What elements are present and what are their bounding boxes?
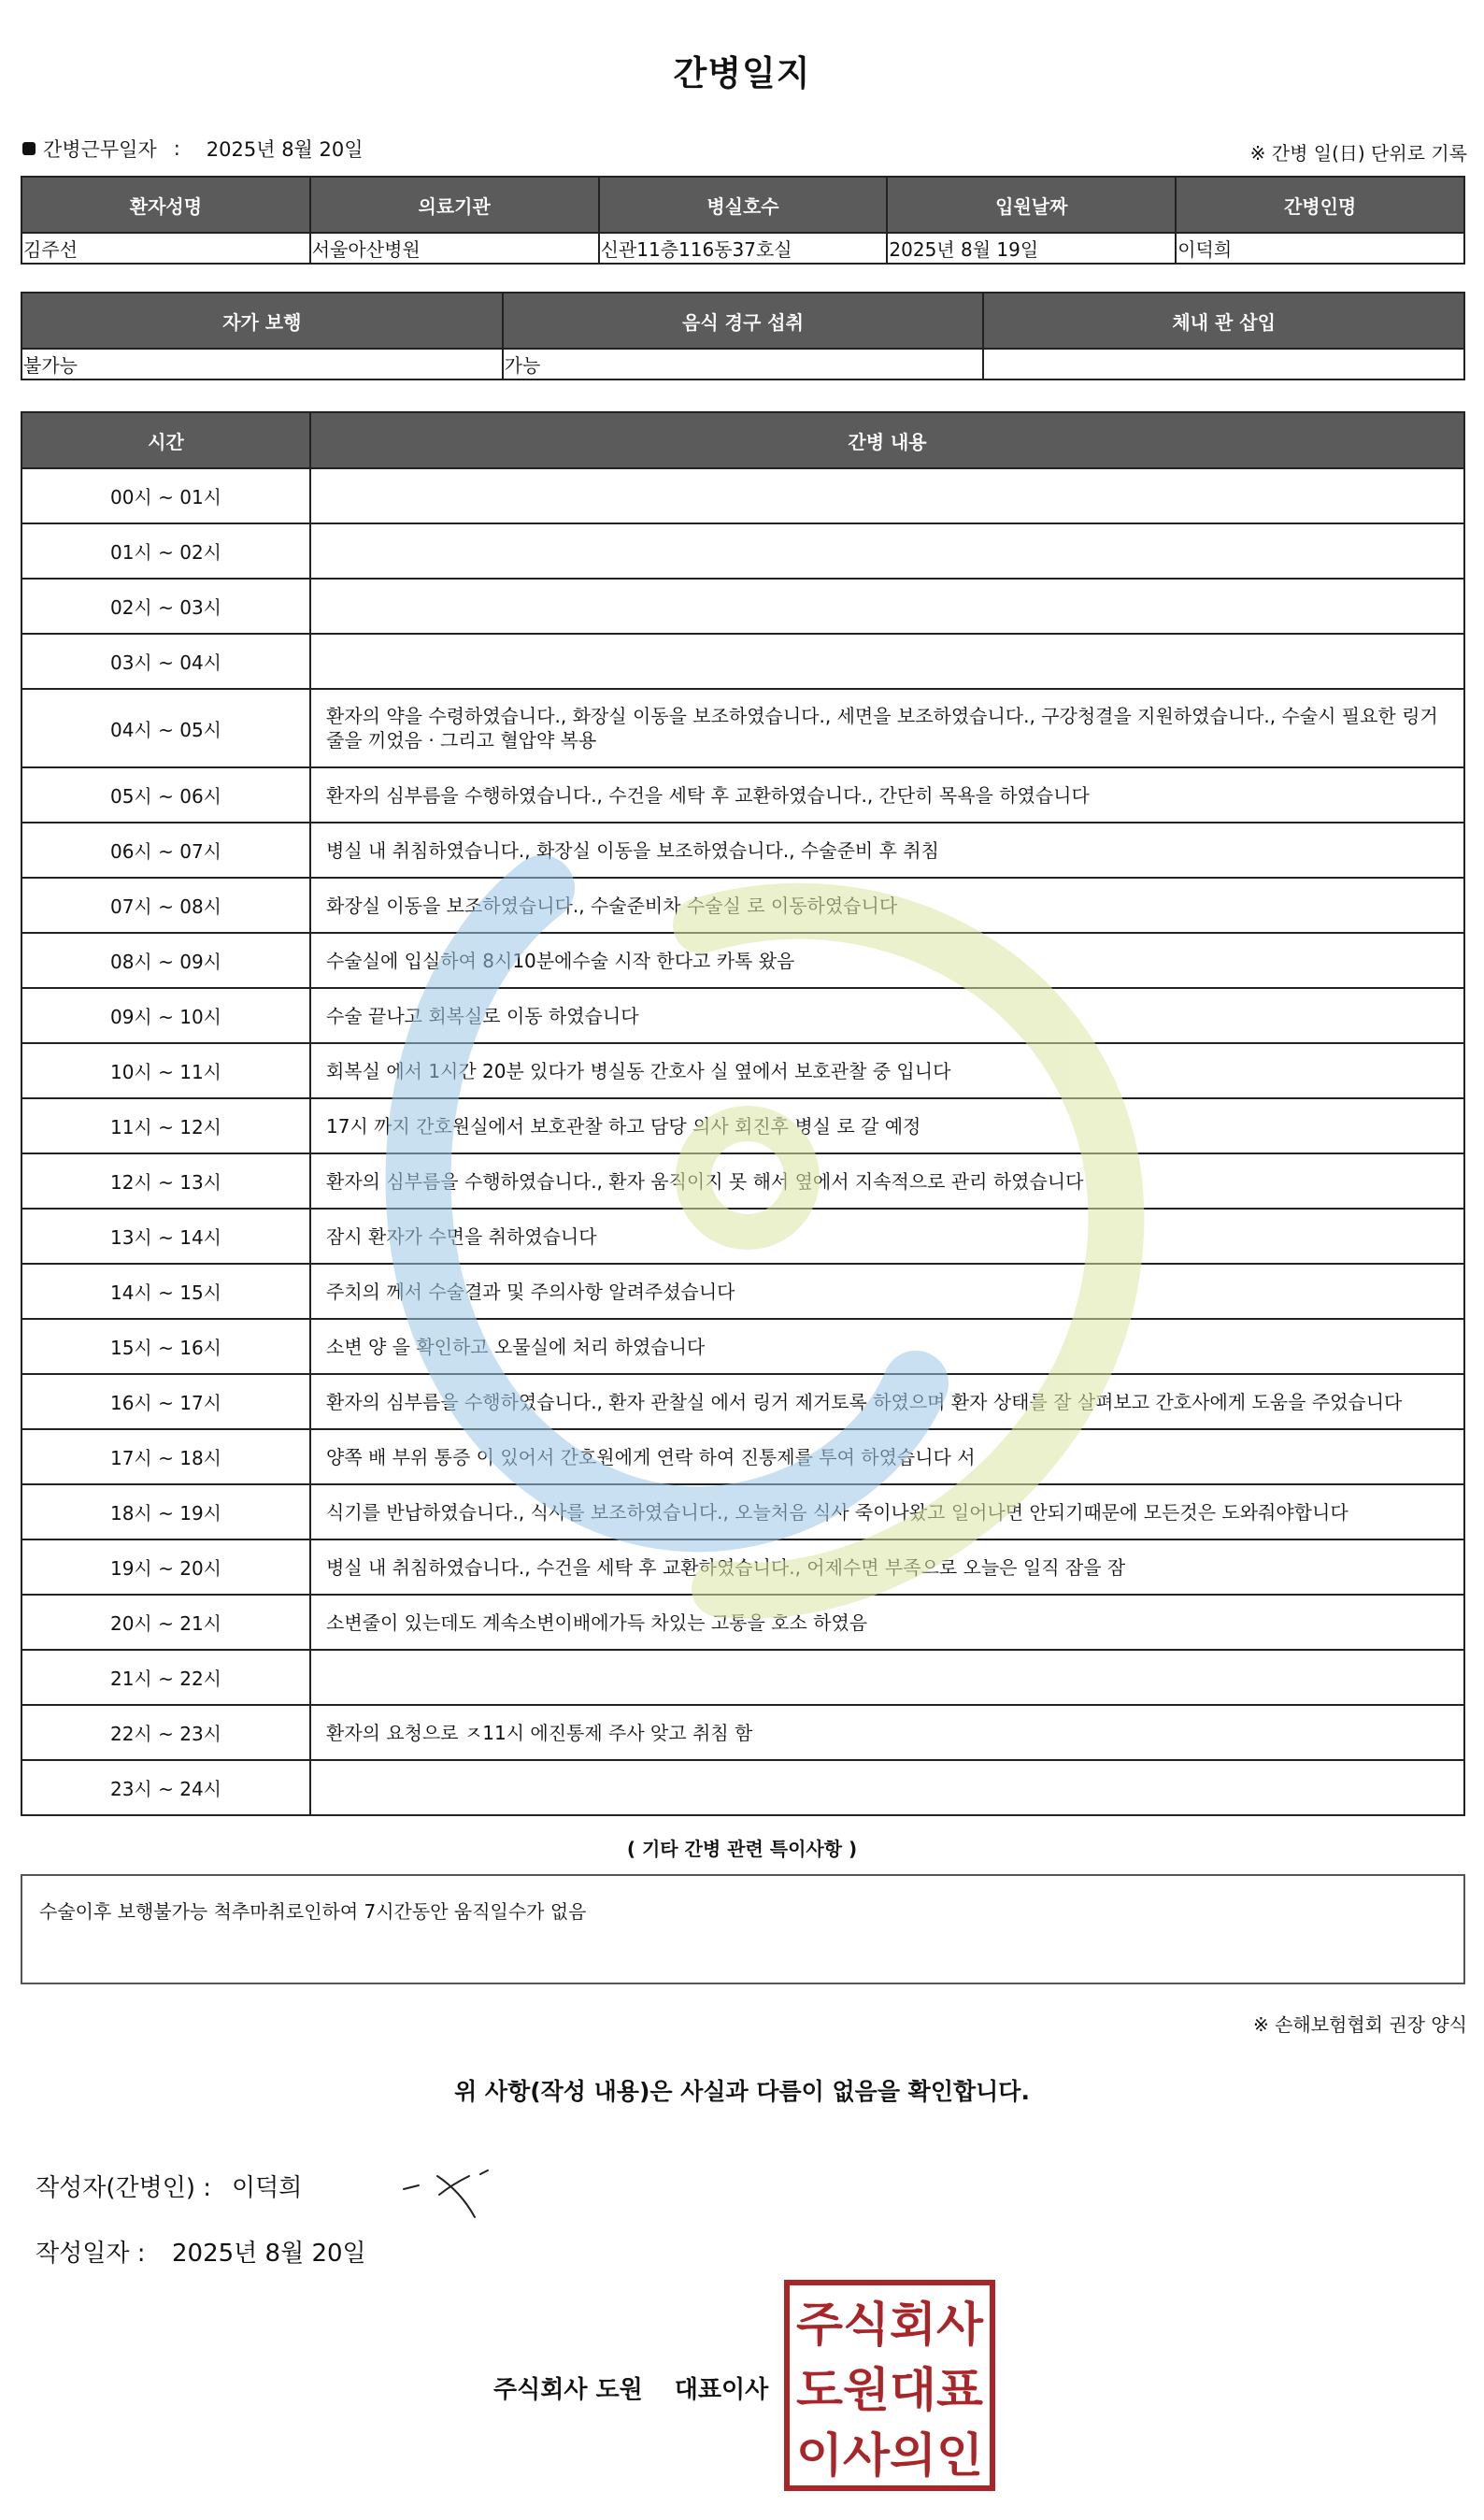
log-row <box>21 468 1464 523</box>
admission-date: 2025년 8월 19일 <box>887 233 1176 264</box>
seal-text-line: 주식회사 <box>796 2298 984 2352</box>
write-date-label: 작성일자 : <box>36 2240 146 2268</box>
log-row <box>21 1429 1464 1484</box>
work-date-colon: : <box>173 137 180 160</box>
remarks-title: ( 기타 간병 관련 특이사항 ) <box>626 1838 858 1860</box>
handwritten-signature <box>402 2163 495 2219</box>
log-content <box>310 1650 1464 1705</box>
log-time: 04시 ~ 05시 <box>21 689 310 767</box>
caregiver-name: 이덕희 <box>1176 233 1464 264</box>
log-time: 07시 ~ 08시 <box>21 878 310 933</box>
self-walking-value: 불가능 <box>21 349 503 379</box>
company-role: 대표이사 <box>674 2376 769 2404</box>
log-content: 환자의 약을 수령하였습니다., 화장실 이동을 보조하였습니다., 세면을 보조하였습니다., 구강청결을 지원하였습니다., 수술시 필요한 링거줄을 끼었음 · 그리고 혈압약 복용 <box>310 689 1464 767</box>
header-admission-date: 입원날짜 <box>887 177 1176 233</box>
log-time: 01시 ~ 02시 <box>21 523 310 579</box>
log-time: 16시 ~ 17시 <box>21 1374 310 1429</box>
log-time: 13시 ~ 14시 <box>21 1209 310 1264</box>
company-line <box>493 2370 768 2405</box>
patient-info-header-row <box>21 177 1464 233</box>
log-content: 주치의 께서 수술결과 및 주의사항 알려주셨습니다 <box>310 1264 1464 1319</box>
log-row <box>21 1043 1464 1098</box>
header-hospital: 의료기관 <box>310 177 599 233</box>
patient-status-value-row <box>21 349 1464 379</box>
patient-status-table <box>21 292 1465 380</box>
log-row <box>21 1319 1464 1374</box>
header-care-content: 간병 내용 <box>310 412 1464 468</box>
work-date-label: 간병근무일자 <box>43 138 157 161</box>
log-time: 10시 ~ 11시 <box>21 1043 310 1098</box>
log-content <box>310 523 1464 579</box>
confirmation-statement: 위 사항(작성 내용)은 사실과 다름이 없음을 확인합니다. <box>454 2078 1030 2105</box>
log-row <box>21 1650 1464 1705</box>
log-time: 19시 ~ 20시 <box>21 1539 310 1595</box>
log-row <box>21 1374 1464 1429</box>
log-content: 화장실 이동을 보조하였습니다., 수술준비차 수술실 로 이동하였습니다 <box>310 878 1464 933</box>
header-time: 시간 <box>21 412 310 468</box>
log-content: 환자의 심부름을 수행하였습니다., 환자 움직이지 못 해서 옆에서 지속적으로 관리 하였습니다 <box>310 1153 1464 1209</box>
seal-text-line: 이사의인 <box>796 2428 983 2483</box>
header-caregiver-name: 간병인명 <box>1176 177 1464 233</box>
header-room: 병실호수 <box>599 177 888 233</box>
log-time: 20시 ~ 21시 <box>21 1595 310 1650</box>
log-row <box>21 1098 1464 1153</box>
log-row <box>21 634 1464 689</box>
hospital-name: 서울아산병원 <box>310 233 599 264</box>
remarks-text: 수술이후 보행불가능 척추마취로인하여 7시간동안 움직일수가 없음 <box>39 1900 587 1923</box>
log-row <box>21 579 1464 634</box>
log-content: 회복실 에서 1시간 20분 있다가 병실동 간호사 실 옆에서 보호관찰 중 입니다 <box>310 1043 1464 1098</box>
log-row <box>21 1209 1464 1264</box>
log-time: 06시 ~ 07시 <box>21 823 310 878</box>
log-content: 양쪽 배 부위 통증 이 있어서 간호원에게 연락 하여 진통제를 투여 하였습니다 서 <box>310 1429 1464 1484</box>
patient-status-header-row <box>21 293 1464 349</box>
log-row <box>21 523 1464 579</box>
log-row <box>21 988 1464 1043</box>
company-seal-stamp <box>783 2279 996 2492</box>
log-content <box>310 468 1464 523</box>
log-time: 18시 ~ 19시 <box>21 1484 310 1539</box>
log-content: 환자의 심부름을 수행하였습니다., 수건을 세탁 후 교환하였습니다., 간단히 목욕을 하였습니다 <box>310 767 1464 823</box>
log-time: 02시 ~ 03시 <box>21 579 310 634</box>
write-date-value: 2025년 8월 20일 <box>172 2240 366 2268</box>
writer-name: 이덕희 <box>232 2174 303 2202</box>
log-time: 03시 ~ 04시 <box>21 634 310 689</box>
header-self-walking: 자가 보행 <box>21 293 503 349</box>
log-content: 병실 내 취침하였습니다., 화장실 이동을 보조하였습니다., 수술준비 후 취침 <box>310 823 1464 878</box>
company-name: 주식회사 도원 <box>493 2376 643 2404</box>
tube-insertion-value <box>983 349 1464 379</box>
care-log-header-row <box>21 412 1464 468</box>
log-content: 소변줄이 있는데도 계속소변이배에가득 차있는 고통을 호소 하였음 <box>310 1595 1464 1650</box>
log-time: 21시 ~ 22시 <box>21 1650 310 1705</box>
log-row <box>21 823 1464 878</box>
log-content: 식기를 반납하였습니다., 식사를 보조하였습니다., 오늘처음 식사 죽이나왔고 일어나면 안되기때문에 모든것은 도와줘야합니다 <box>310 1484 1464 1539</box>
log-content: 잠시 환자가 수면을 취하였습니다 <box>310 1209 1464 1264</box>
oral-intake-value: 가능 <box>503 349 984 379</box>
log-time: 17시 ~ 18시 <box>21 1429 310 1484</box>
log-row <box>21 878 1464 933</box>
log-row <box>21 1484 1464 1539</box>
log-row <box>21 1760 1464 1815</box>
header-patient-name: 환자성명 <box>21 177 310 233</box>
work-date-line <box>22 135 364 163</box>
log-content: 17시 까지 간호원실에서 보호관찰 하고 담당 의사 회진후 병실 로 갈 예정 <box>310 1098 1464 1153</box>
room-number: 신관11층116동37호실 <box>599 233 888 264</box>
log-time: 23시 ~ 24시 <box>21 1760 310 1815</box>
log-time: 15시 ~ 16시 <box>21 1319 310 1374</box>
log-content <box>310 579 1464 634</box>
seal-text-line: 도원대표 <box>796 2363 984 2417</box>
header-tube-insertion: 체내 관 삽입 <box>983 293 1464 349</box>
log-time: 14시 ~ 15시 <box>21 1264 310 1319</box>
log-time: 05시 ~ 06시 <box>21 767 310 823</box>
patient-info-table <box>21 176 1465 265</box>
square-bullet-icon <box>22 142 36 155</box>
header-oral-intake: 음식 경구 섭취 <box>503 293 984 349</box>
log-row <box>21 1705 1464 1760</box>
patient-info-value-row <box>21 233 1464 264</box>
log-time: 00시 ~ 01시 <box>21 468 310 523</box>
log-content: 환자의 심부름을 수행하였습니다., 환자 관찰실 에서 링거 제거토록 하였으며 환자 상태를 잘 살펴보고 간호사에게 도움을 주었습니다 <box>310 1374 1464 1429</box>
log-row <box>21 689 1464 767</box>
log-time: 22시 ~ 23시 <box>21 1705 310 1760</box>
log-time: 12시 ~ 13시 <box>21 1153 310 1209</box>
remarks-box <box>21 1874 1465 1984</box>
log-content: 수술 끝나고 회복실로 이동 하였습니다 <box>310 988 1464 1043</box>
daily-record-note: ※ 간병 일(日) 단위로 기록 <box>1249 142 1467 165</box>
log-row <box>21 1595 1464 1650</box>
log-content: 병실 내 취침하였습니다., 수건을 세탁 후 교환하였습니다., 어제수면 부족으로 오늘은 일직 잠을 잠 <box>310 1539 1464 1595</box>
log-row <box>21 933 1464 988</box>
log-row <box>21 1264 1464 1319</box>
log-row <box>21 767 1464 823</box>
log-row <box>21 1539 1464 1595</box>
log-content: 수술실에 입실하여 8시10분에수술 시작 한다고 카톡 왔음 <box>310 933 1464 988</box>
document-title: 간병일지 <box>673 53 811 93</box>
log-content <box>310 1760 1464 1815</box>
log-content: 소변 양 을 확인하고 오물실에 처리 하였습니다 <box>310 1319 1464 1374</box>
write-date-line <box>36 2234 366 2269</box>
log-row <box>21 1153 1464 1209</box>
log-content: 환자의 요청으로 ㅈ11시 에진통제 주사 앚고 취침 함 <box>310 1705 1464 1760</box>
care-log-table <box>21 411 1465 1816</box>
recommended-form-note: ※ 손해보험협회 권장 양식 <box>1252 2013 1467 2036</box>
work-date-value: 2025년 8월 20일 <box>206 138 364 161</box>
log-time: 08시 ~ 09시 <box>21 933 310 988</box>
writer-line <box>36 2169 302 2203</box>
log-time: 09시 ~ 10시 <box>21 988 310 1043</box>
log-time: 11시 ~ 12시 <box>21 1098 310 1153</box>
log-content <box>310 634 1464 689</box>
patient-name: 김주선 <box>21 233 310 264</box>
writer-label: 작성자(간병인) : <box>36 2174 212 2202</box>
